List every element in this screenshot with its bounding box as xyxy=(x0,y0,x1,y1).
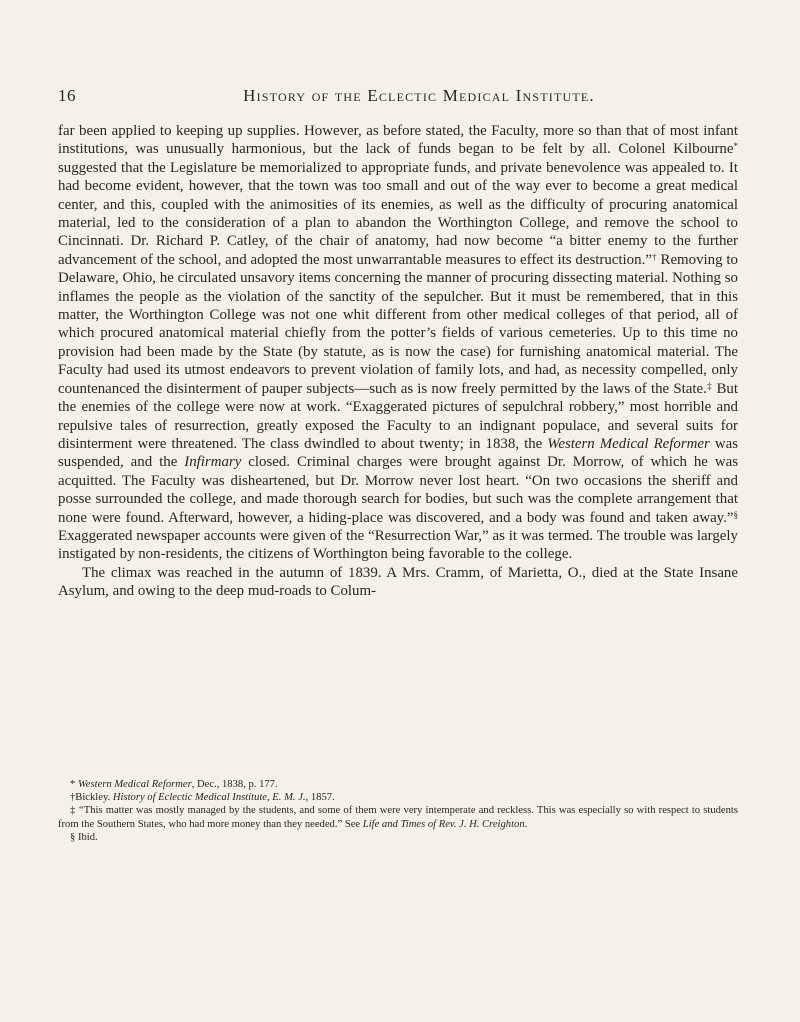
text-run: was suspended, and the xyxy=(58,435,738,471)
footnote-3 xyxy=(58,804,738,830)
paragraph-2: The climax was reached in the autumn of 1839. A Mrs. Cramm, of Marietta, O., died at the State Insane Asylum, and owing to the deep mud-roads to Colum- xyxy=(58,564,738,600)
italic-title: Infirmary xyxy=(184,454,242,471)
footnote-ref-star: * xyxy=(733,141,738,152)
italic-title: Western Medical Reformer xyxy=(547,435,710,452)
footnote-ref-dagger: † xyxy=(651,251,657,262)
footnote-ref-double-dagger: ‡ xyxy=(706,380,713,391)
body-text xyxy=(58,122,738,601)
footnote-text: Ibid. xyxy=(77,831,98,843)
page-number: 16 xyxy=(58,86,76,105)
footnote-text: “This matter was mostly managed by the students, and some of them were very intemperate and reckless. This was especially so with respect to students from the Southern States, who had more money than they needed.” See xyxy=(58,805,738,830)
footnote-mark: § xyxy=(70,831,76,843)
text-run: far been applied to keeping up supplies. However, as before stated, the Faculty, more so than that of most infant institutions, was unusually harmonious, but the lack of funds began to be felt by all. Colonel Kilbourne xyxy=(58,123,738,158)
footnotes xyxy=(58,778,738,844)
footnote-text: , Dec., 1838, p. 177. xyxy=(191,779,278,790)
running-title: History of the Eclectic Medical Institute. xyxy=(243,86,595,105)
footnote-text: , 1857. xyxy=(305,792,335,804)
footnote-text: . xyxy=(524,818,528,830)
footnote-italic: History of Eclectic Medical Institute, E. M. J. xyxy=(112,792,306,804)
footnote-2 xyxy=(58,791,738,804)
paragraph-1 xyxy=(58,122,738,564)
footnote-italic: Life and Times of Rev. J. H. Creighton xyxy=(362,818,525,830)
footnote-text: Bickley. xyxy=(75,792,113,804)
text-run: Removing to Delaware, Ohio, he circulated unsavory items concerning the manner of procuring dissecting material. Nothing so inflames the people as the violation of the sanctity of the sepulcher. But it must be remembered, that in this matter, the Worthington College was not one whit different from other medical colleges of that period, all of which procured anatomical material chiefly from the potter’s fields of various cemeteries. Up to this time no provision had been made by the State (by statute, as is now the case) for furnishing anatomical material. The Faculty had used its utmost endeavors to prevent violation of family lots, and had, as necessity compelled, only countenanced the disinterment of pauper subjects—such as is now freely permitted by the laws of the State. xyxy=(58,251,738,397)
text-run: But the enemies of the college were now at work. “Exaggerated pictures of sepulchral robbery,” most horrible and repulsive tales of resurrection, greatly exposed the Faculty to an indignant populace, and several suits for disinterment were threatened. The class dwindled to about twenty; in 1838, the xyxy=(58,380,738,452)
footnote-mark: ‡ xyxy=(70,805,76,817)
text-run: closed. Criminal charges were brought against Dr. Morrow, of which he was acquitted. The Faculty was disheartened, but Dr. Morrow never lost heart. “On two occasions the sheriff and posse surrounded the college, and made thorough search for bodies, but such was the complete arrangement that none were found. Afterward, however, a hiding-place was discovered, and a body was found and taken away.” xyxy=(58,454,738,526)
footnote-1 xyxy=(58,778,738,791)
page-header xyxy=(58,86,740,112)
footnote-mark: * xyxy=(70,779,76,790)
footnote-4 xyxy=(58,831,738,844)
footnote-mark: † xyxy=(70,792,76,804)
text-run: Exaggerated newspaper accounts were given of the “Resurrection War,” as it was termed. The trouble was largely instigated by non-residents, the citizens of Worthington being favorable to the college. xyxy=(58,527,738,563)
footnote-italic: Western Medical Reformer xyxy=(77,779,192,790)
text-run: suggested that the Legislature be memorialized to appropriate funds, and private benevolence was appealed to. It had become evident, however, that the town was too small and out of the way ever to become a great medical center, and this, coupled with the animosities of its enemies, as well as the difficulty of procuring anatomical material, led to the consideration of a plan to abandon the Worthington College, and remove the school to Cincinnati. Dr. Richard P. Catley, of the chair of anatomy, had now become “a bitter enemy to the further advancement of the school, and adopted the most unwarrantable measures to effect its destruction.” xyxy=(58,159,738,268)
footnote-ref-section: § xyxy=(733,509,738,520)
